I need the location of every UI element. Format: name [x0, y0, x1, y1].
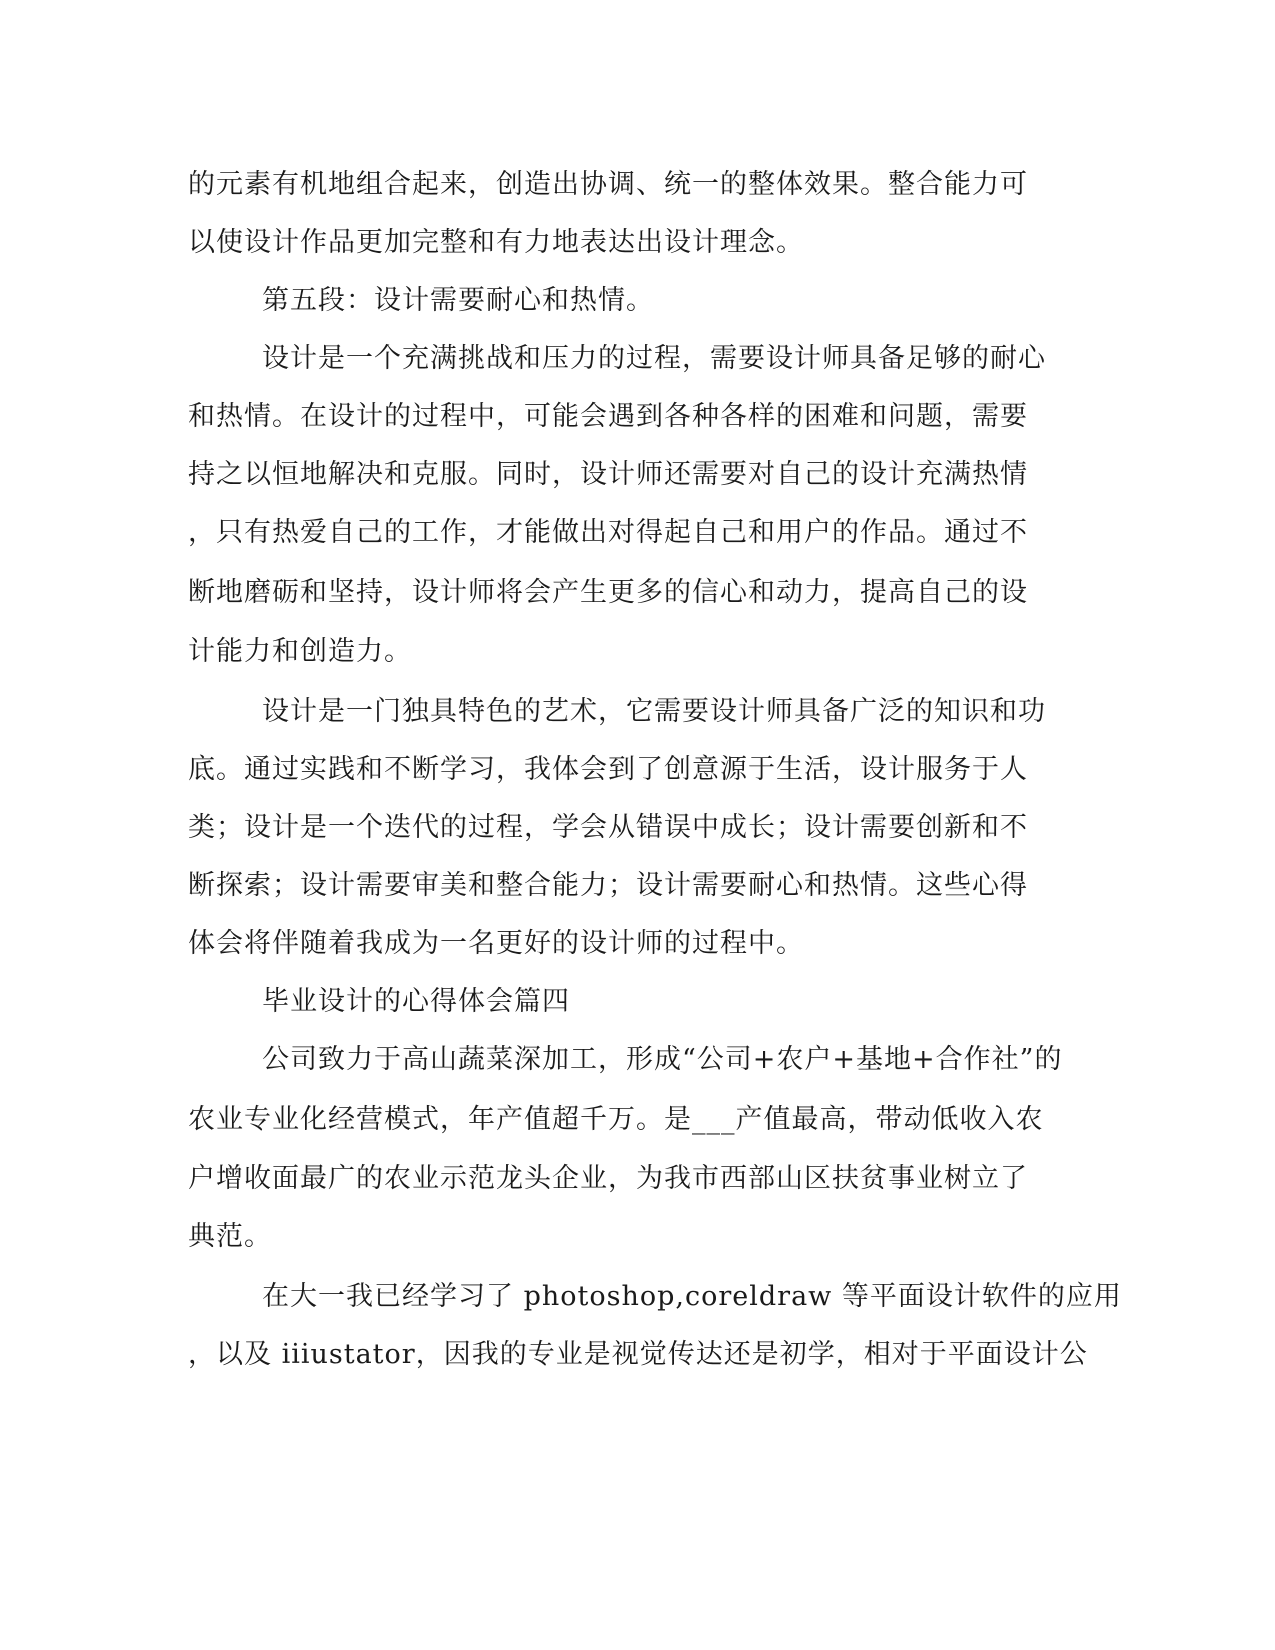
text-line: 的元素有机地组合起来，创造出协调、统一的整体效果。整合能力可	[188, 169, 1028, 200]
text-line: 计能力和创造力。	[188, 636, 412, 667]
section-heading: 毕业设计的心得体会篇四	[262, 986, 570, 1017]
text-line: 底。通过实践和不断学习，我体会到了创意源于生活，设计服务于人	[188, 754, 1028, 785]
text-line: 户增收面最广的农业示范龙头企业，为我市西部山区扶贫事业树立了	[188, 1163, 1028, 1194]
text-line: 设计是一个充满挑战和压力的过程，需要设计师具备足够的耐心	[262, 343, 1046, 374]
text-line: 类；设计是一个迭代的过程，学会从错误中成长；设计需要创新和不	[188, 812, 1028, 843]
text-line: 断地磨砺和坚持，设计师将会产生更多的信心和动力，提高自己的设	[188, 577, 1028, 608]
text-line: ，以及 iiiustator，因我的专业是视觉传达还是初学，相对于平面设计公	[188, 1339, 1088, 1370]
text-line: 典范。	[188, 1221, 272, 1252]
text-line: 设计是一门独具特色的艺术，它需要设计师具备广泛的知识和功	[262, 696, 1046, 727]
text-line: 持之以恒地解决和克服。同时，设计师还需要对自己的设计充满热情	[188, 459, 1028, 490]
text-line: 断探索；设计需要审美和整合能力；设计需要耐心和热情。这些心得	[188, 870, 1028, 901]
text-line: 公司致力于高山蔬菜深加工，形成“公司+农户+基地+合作社”的	[262, 1044, 1063, 1075]
text-line: 农业专业化经营模式，年产值超千万。是___产值最高，带动低收入农	[188, 1104, 1044, 1135]
text-line: 在大一我已经学习了 photoshop,coreldraw 等平面设计软件的应用	[262, 1281, 1122, 1312]
text-line: 以使设计作品更加完整和有力地表达出设计理念。	[188, 227, 804, 258]
text-line: ，只有热爱自己的工作，才能做出对得起自己和用户的作品。通过不	[188, 517, 1028, 548]
section-heading: 第五段：设计需要耐心和热情。	[262, 285, 654, 316]
text-line: 和热情。在设计的过程中，可能会遇到各种各样的困难和问题，需要	[188, 401, 1028, 432]
text-line: 体会将伴随着我成为一名更好的设计师的过程中。	[188, 928, 804, 959]
